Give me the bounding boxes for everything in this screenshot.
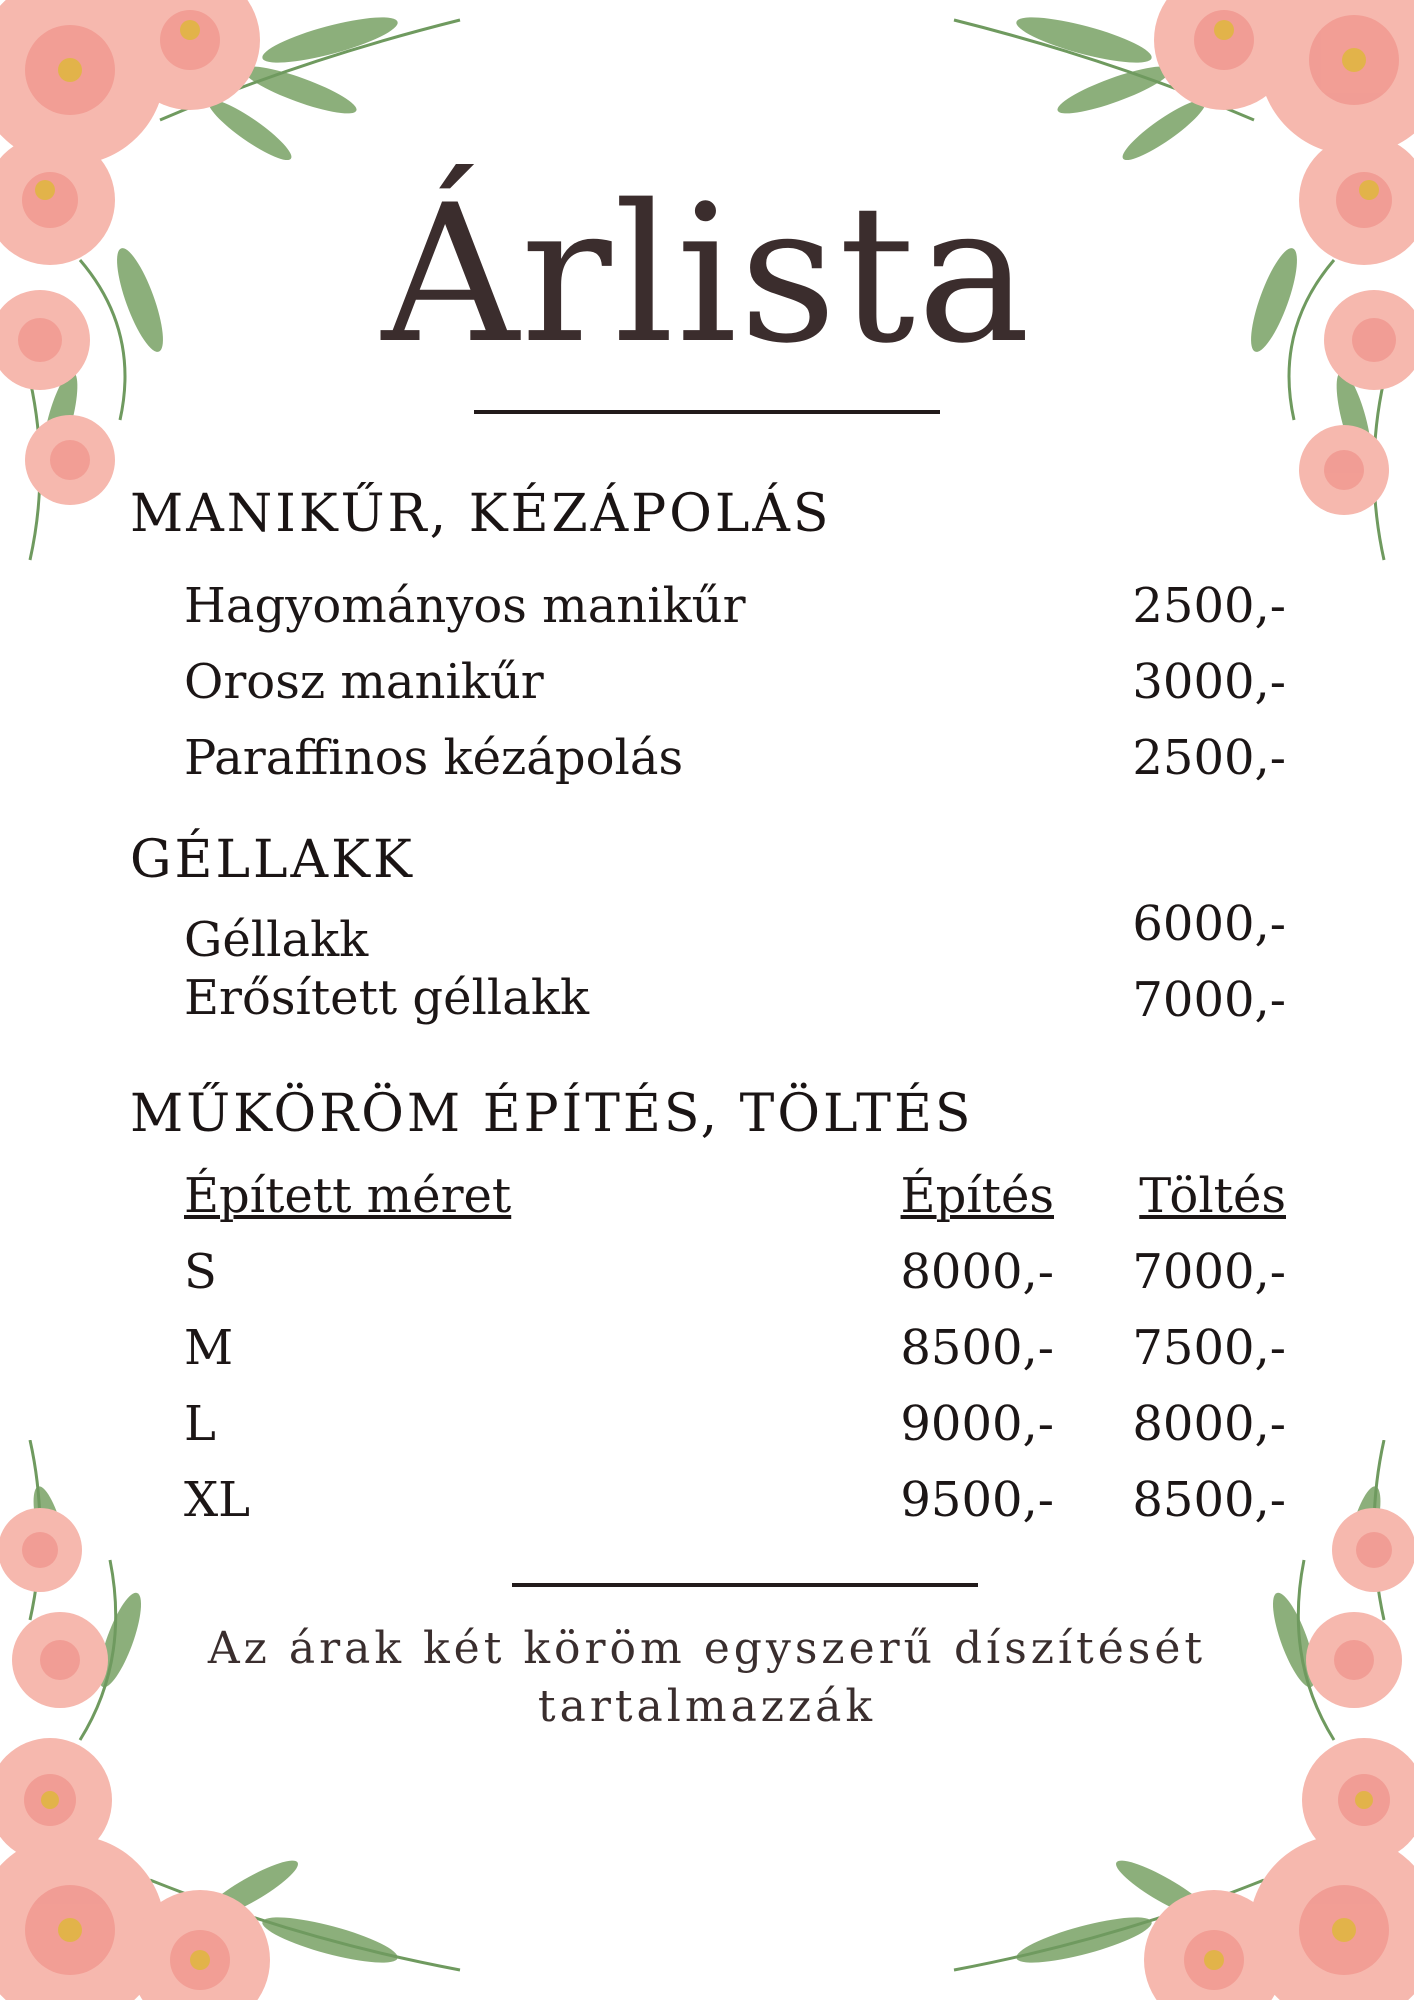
- fill-price: 8500,-: [1132, 1472, 1286, 1528]
- build-price: 8000,-: [900, 1244, 1054, 1300]
- fill-price: 8000,-: [1132, 1396, 1286, 1452]
- build-price: 9500,-: [900, 1472, 1054, 1528]
- column-header-fill: Töltés: [1139, 1168, 1286, 1224]
- item-name: Hagyományos manikűr: [184, 578, 746, 634]
- footnote-line: Az árak két köröm egyszerű díszítését: [207, 1623, 1207, 1674]
- size-label: XL: [184, 1472, 251, 1528]
- title-divider: [474, 410, 940, 414]
- footnote: [0, 1620, 1414, 1736]
- footer-divider: [512, 1583, 978, 1587]
- fill-price: 7500,-: [1132, 1320, 1286, 1376]
- build-price: 9000,-: [900, 1396, 1054, 1452]
- section-heading-manicure: MANIKŰR, KÉZÁPOLÁS: [130, 484, 832, 544]
- item-name: Paraffinos kézápolás: [184, 730, 684, 786]
- item-price: 6000,-: [1132, 896, 1286, 952]
- item-price: 3000,-: [1132, 654, 1286, 710]
- page-title: Árlista: [381, 164, 1033, 385]
- section-heading-gel-polish: GÉLLAKK: [130, 830, 415, 890]
- column-header-size: Épített méret: [184, 1168, 512, 1224]
- item-name: Erősített géllakk: [184, 970, 590, 1026]
- item-price: 2500,-: [1132, 730, 1286, 786]
- size-label: L: [184, 1396, 216, 1452]
- item-price: 2500,-: [1132, 578, 1286, 634]
- item-name: Géllakk: [184, 912, 369, 968]
- footnote-line: tartalmazzák: [537, 1681, 877, 1732]
- size-label: S: [184, 1244, 217, 1300]
- section-heading-acrylic-nails: MŰKÖRÖM ÉPÍTÉS, TÖLTÉS: [130, 1084, 974, 1144]
- build-price: 8500,-: [900, 1320, 1054, 1376]
- item-price: 7000,-: [1132, 972, 1286, 1028]
- fill-price: 7000,-: [1132, 1244, 1286, 1300]
- column-header-build: Építés: [900, 1168, 1054, 1224]
- item-name: Orosz manikűr: [184, 654, 544, 710]
- size-label: M: [184, 1320, 234, 1376]
